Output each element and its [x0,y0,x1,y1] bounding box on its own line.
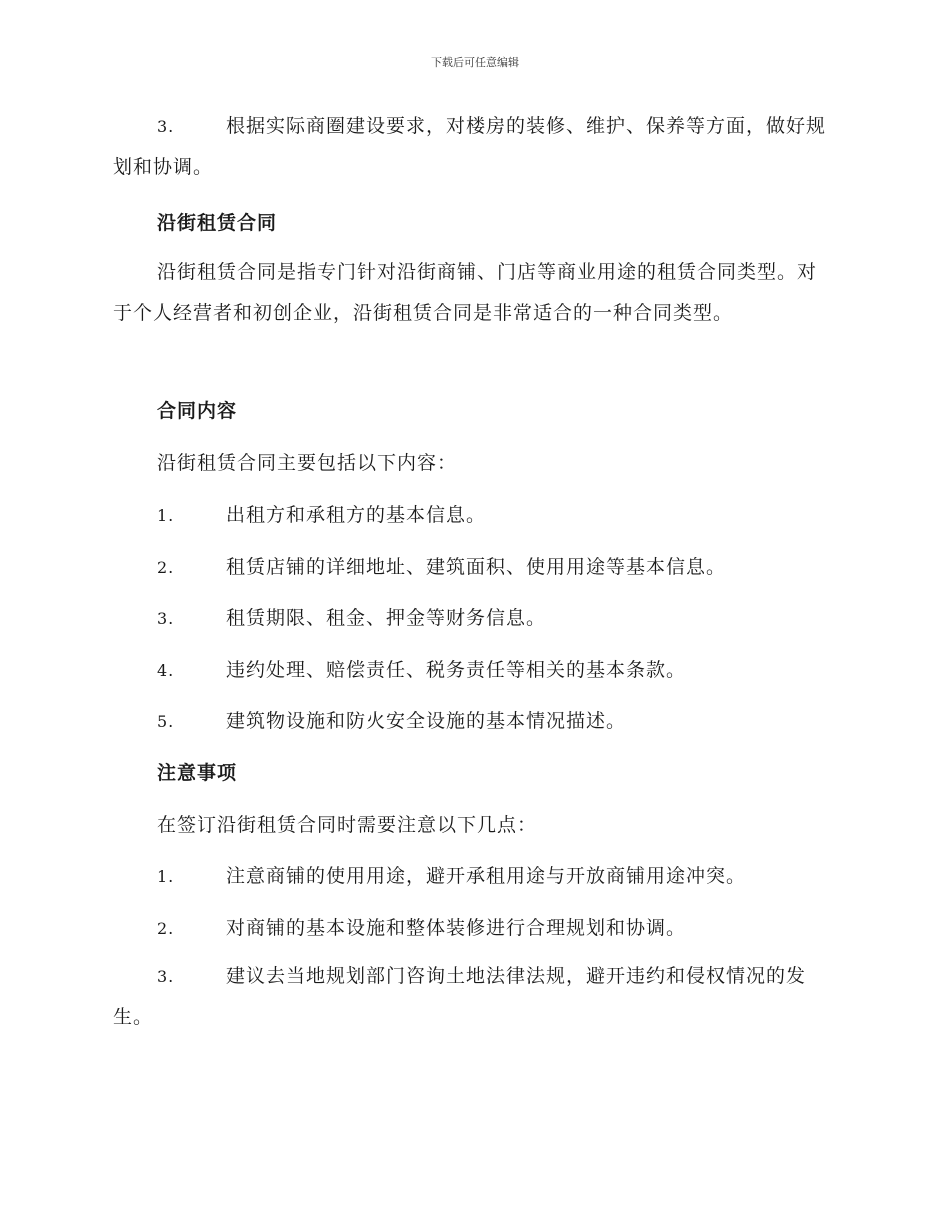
item-number: 2. [157,919,175,938]
list-item [157,861,837,888]
list-item [113,106,835,188]
item-number: 1. [157,506,175,525]
item-number: 4. [157,661,175,680]
intro-text: 在签订沿街租赁合同时需要注意以下几点： [157,814,538,836]
list-item [157,552,837,579]
item-text: 建筑物设施和防火安全设施的基本情况描述。 [226,710,627,732]
item-number: 5. [157,712,175,731]
list-item [157,655,837,682]
list-item [157,500,837,527]
item-text: 对商铺的基本设施和整体装修进行合理规划和协调。 [226,917,687,939]
item-text: 出租方和承租方的基本信息。 [226,504,487,526]
item-number: 1. [157,867,175,886]
list-item [157,706,837,733]
item-number: 3. [157,967,175,986]
item-text: 注意商铺的使用用途，避开承租用途与开放商铺用途冲突。 [226,865,747,887]
list-item [113,956,835,1038]
list-item [157,603,837,630]
item-text: 违约处理、赔偿责任、税务责任等相关的基本条款。 [226,659,687,681]
item-text: 建议去当地规划部门咨询土地法律法规，避开违约和侵权情况的发生。 [113,965,807,1028]
item-text: 根据实际商圈建设要求，对楼房的装修、维护、保养等方面，做好规划和协调。 [113,115,827,178]
page-header: 下载后可任意编辑 [431,56,519,69]
item-text: 租赁店铺的详细地址、建筑面积、使用用途等基本信息。 [226,556,727,578]
item-text: 租赁期限、租金、押金等财务信息。 [226,607,547,629]
item-number: 3. [157,609,175,628]
intro-text: 沿街租赁合同主要包括以下内容： [157,452,458,474]
list-item [157,913,837,940]
item-number: 2. [157,558,175,577]
section-heading: 沿街租赁合同 [157,212,278,234]
paragraph: 沿街租赁合同是指专门针对沿街商铺、门店等商业用途的租赁合同类型。对于个人经营者和初创企业，沿街租赁合同是非常适合的一种合同类型。 [113,261,818,324]
section-heading: 注意事项 [157,762,238,784]
item-number: 3. [157,117,175,136]
section-heading: 合同内容 [157,400,238,422]
